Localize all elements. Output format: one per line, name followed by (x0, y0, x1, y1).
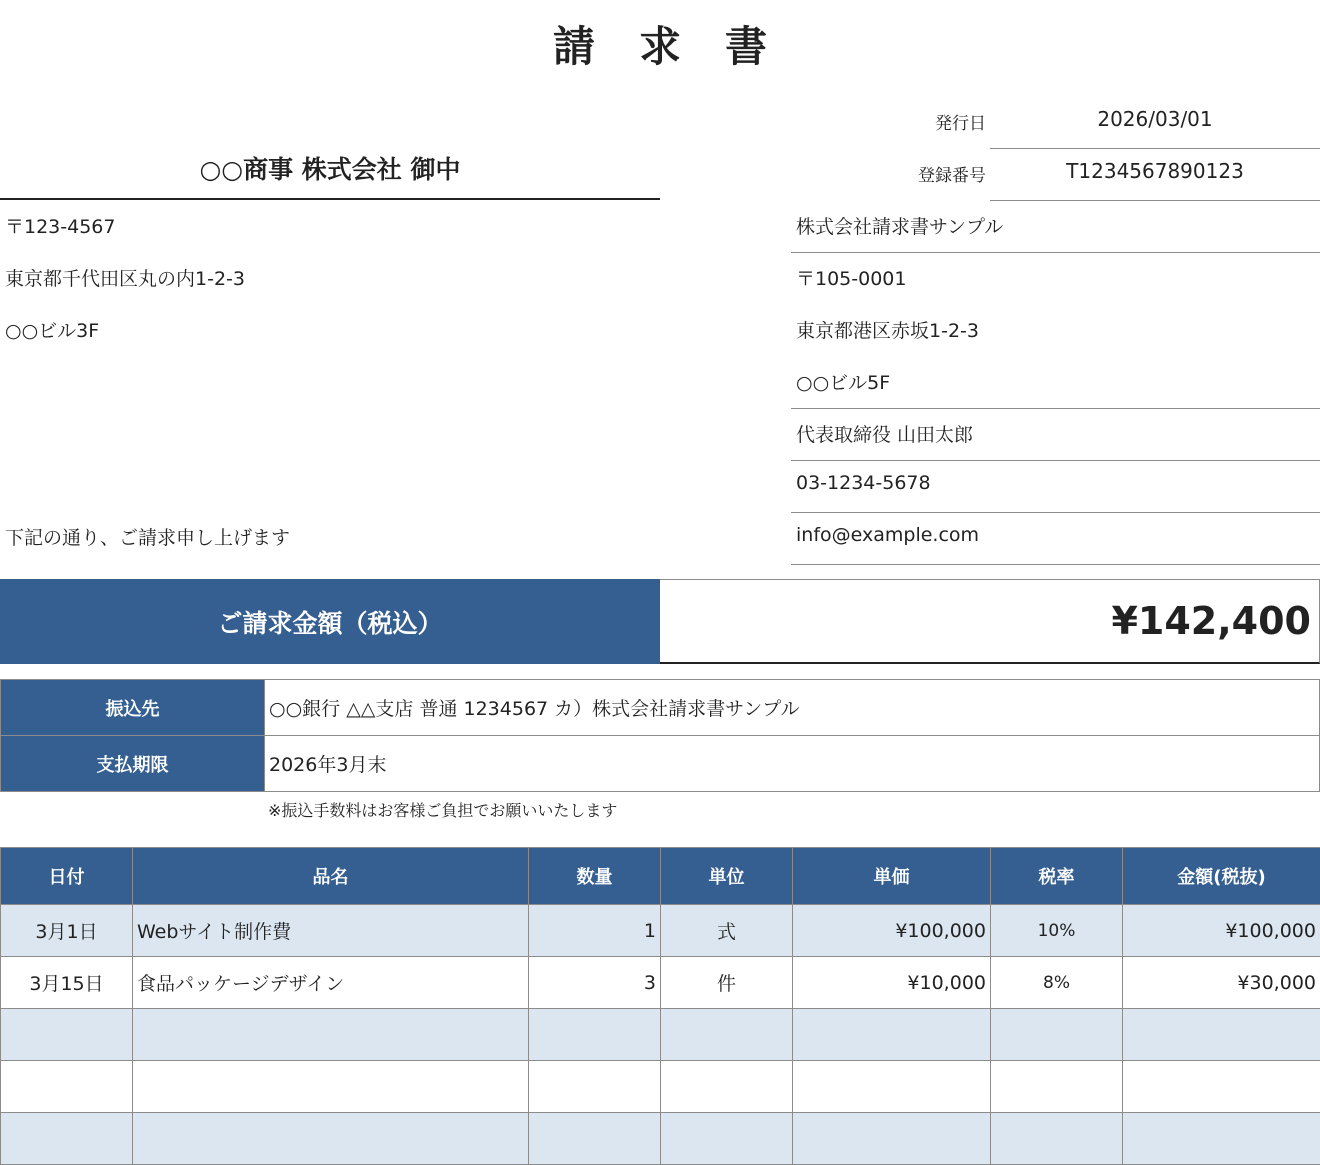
cell-qty: 1 (529, 905, 661, 957)
issue-date-underline (990, 148, 1320, 149)
cell-tax: 10% (991, 905, 1123, 957)
client-name: ○○商事 株式会社 御中 (0, 150, 660, 186)
cell-amount (1123, 1061, 1320, 1113)
sender-divider (791, 564, 1320, 565)
items-table (0, 847, 1320, 1165)
cell-price (793, 1009, 991, 1061)
payment-row-deadline (1, 736, 1320, 792)
bank-value: ○○銀行 △△支店 普通 1234567 カ）株式会社請求書サンプル (265, 680, 1320, 736)
issue-date: 2026/03/01 (990, 107, 1320, 131)
registration-underline (990, 200, 1320, 201)
table-row (1, 1009, 1320, 1061)
col-header-amount: 金額(税抜) (1123, 848, 1320, 905)
cell-date: 3月1日 (1, 905, 133, 957)
cell-date (1, 1061, 133, 1113)
cell-tax (991, 1061, 1123, 1113)
col-header-price: 単価 (793, 848, 991, 905)
col-header-tax: 税率 (991, 848, 1123, 905)
sender-postal: 〒105-0001 (796, 264, 906, 291)
cell-tax: 8% (991, 957, 1123, 1009)
bank-label: 振込先 (1, 680, 265, 736)
cell-price: ¥10,000 (793, 957, 991, 1009)
col-header-name: 品名 (133, 848, 529, 905)
cell-unit (661, 1009, 793, 1061)
cell-name: Webサイト制作費 (133, 905, 529, 957)
cell-qty (529, 1061, 661, 1113)
transfer-fee-note: ※振込手数料はお客様ご負担でお願いいたします (268, 798, 617, 821)
cell-tax (991, 1113, 1123, 1165)
cell-amount (1123, 1113, 1320, 1165)
cell-unit (661, 1061, 793, 1113)
total-amount-box (660, 579, 1320, 664)
cell-name (133, 1061, 529, 1113)
payment-table (0, 679, 1320, 792)
cell-tax (991, 1009, 1123, 1061)
sender-phone: 03-1234-5678 (796, 472, 931, 494)
cell-unit: 件 (661, 957, 793, 1009)
cell-amount: ¥100,000 (1123, 905, 1320, 957)
document-title: 請求書 (0, 14, 1320, 74)
col-header-qty: 数量 (529, 848, 661, 905)
sender-divider (791, 408, 1320, 409)
cell-qty (529, 1113, 661, 1165)
table-row (1, 1061, 1320, 1113)
sender-divider (791, 512, 1320, 513)
deadline-value: 2026年3月末 (265, 736, 1320, 792)
client-postal: 〒123-4567 (5, 212, 115, 239)
cell-qty (529, 1009, 661, 1061)
registration-label: 登録番号 (800, 161, 986, 186)
sender-company: 株式会社請求書サンプル (796, 212, 1003, 239)
client-name-underline (0, 198, 660, 200)
client-address: 東京都千代田区丸の内1-2-3 (5, 264, 245, 291)
invoice-message: 下記の通り、ご請求申し上げます (5, 523, 290, 550)
sender-address: 東京都港区赤坂1-2-3 (796, 316, 979, 343)
table-row (1, 957, 1320, 1009)
sender-representative: 代表取締役 山田太郎 (796, 420, 973, 447)
table-row (1, 905, 1320, 957)
cell-price (793, 1061, 991, 1113)
sender-building: ○○ビル5F (796, 368, 890, 395)
sender-email: info@example.com (796, 524, 979, 546)
cell-date (1, 1009, 133, 1061)
cell-qty: 3 (529, 957, 661, 1009)
cell-date: 3月15日 (1, 957, 133, 1009)
cell-amount: ¥30,000 (1123, 957, 1320, 1009)
col-header-date: 日付 (1, 848, 133, 905)
issue-date-label: 発行日 (800, 109, 986, 134)
col-header-unit: 単位 (661, 848, 793, 905)
total-amount: ¥142,400 (1111, 599, 1311, 643)
cell-date (1, 1113, 133, 1165)
cell-unit (661, 1113, 793, 1165)
payment-row-bank (1, 680, 1320, 736)
cell-name (133, 1009, 529, 1061)
cell-name: 食品パッケージデザイン (133, 957, 529, 1009)
cell-unit: 式 (661, 905, 793, 957)
cell-amount (1123, 1009, 1320, 1061)
cell-price: ¥100,000 (793, 905, 991, 957)
sender-divider (791, 252, 1320, 253)
registration-number: T1234567890123 (990, 159, 1320, 183)
client-building: ○○ビル3F (5, 316, 99, 343)
cell-name (133, 1113, 529, 1165)
sender-divider (791, 460, 1320, 461)
total-label: ご請求金額（税込） (0, 579, 660, 664)
items-header-row (1, 848, 1320, 905)
cell-price (793, 1113, 991, 1165)
table-row (1, 1113, 1320, 1165)
deadline-label: 支払期限 (1, 736, 265, 792)
